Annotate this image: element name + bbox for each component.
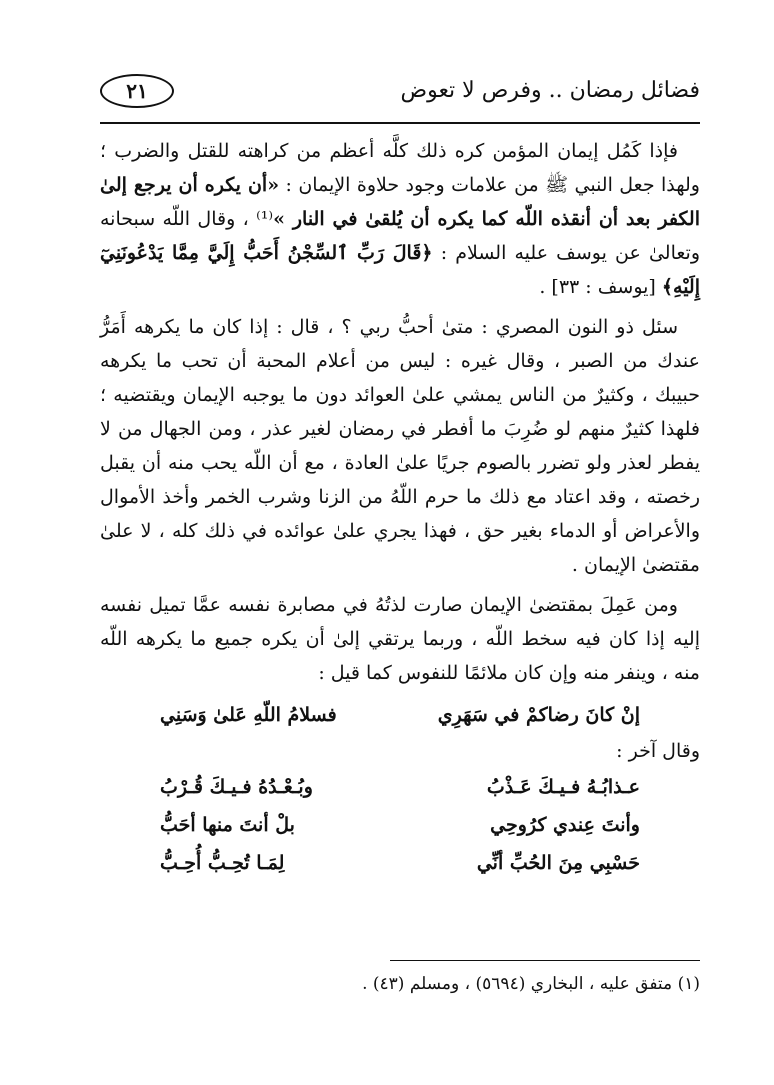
verse-line [100, 806, 700, 844]
verse-line [100, 696, 700, 734]
verse-second-hemistich: فسلامُ اللّهِ عَلىٰ وَسَنِي [160, 704, 337, 726]
footnote-rule [390, 960, 700, 961]
text-segment: [يوسف : ٣٣] . [539, 276, 662, 298]
paragraph [100, 310, 700, 582]
body-text [100, 134, 700, 882]
page-header [100, 70, 700, 120]
running-title: فضائل رمضان .. وفرص لا تعوض [400, 78, 700, 103]
paragraph [100, 588, 700, 690]
verse-intro: وقال آخر : [616, 740, 700, 762]
text-segment: ⁽¹⁾ ، وقال اللّه سبحانه وتعالىٰ عن يوسف عليه السلام : [100, 208, 700, 264]
verse-first-hemistich: إنْ كانَ رضاكمْ في سَهَرِي [437, 704, 640, 726]
page-number: ٢١ [100, 74, 174, 108]
text-segment: ومن عَمِلَ بمقتضىٰ الإيمان صارت لذتُهُ في مصابرة نفسه عمَّا تميل نفسه إليه إذا كان فيه سخط اللّه ، وربما يرتقي إلىٰ أن يكره جميع ما يكرهه اللّه منه ، وينفر منه وإن كان ملائمًا للنفوس كما قيل : [100, 594, 700, 684]
bold-text: «أن يكره أن يرجع إلىٰ الكفر بعد أن أنقذه اللّه كما يكره أن يُلقىٰ في النار » [100, 174, 700, 230]
paragraph [100, 134, 700, 304]
verse-first-hemistich: وأنتَ عِندي كرُوحِي [490, 814, 640, 836]
footnote: (١) متفق عليه ، البخاري (٥٦٩٤) ، ومسلم (٤٣) . [362, 974, 700, 994]
verse-second-hemistich: لِمَـا تُحِـبُّ أُحِـبُّ [160, 852, 285, 874]
verse-second-hemistich: بلْ أنتَ منها أحَبُّ [160, 814, 295, 836]
header-rule [100, 122, 700, 124]
verse-second-hemistich: وبُـعْـدُهُ فـيـكَ قُـرْبُ [160, 776, 313, 798]
verse-line [100, 844, 700, 882]
verse-first-hemistich: حَسْبِي مِنَ الحُبِّ أنِّي [476, 852, 640, 874]
bold-text: ﴿قَالَ رَبِّ ٱلسِّجْنُ أَحَبُّ إِلَيَّ مِمَّا يَدْعُونَنِيٓ إِلَيْهِ﴾ [100, 242, 700, 298]
text-segment: فإذا كَمُل إيمان المؤمن كره ذلك كلَّه أعظم من كراهته للقتل والضرب ؛ ولهذا جعل النبي ﷺ من علامات وجود حلاوة الإيمان : [100, 140, 700, 196]
verse-line [100, 768, 700, 806]
verse-first-hemistich: عـذابُـهُ فـيـكَ عَـذْبُ [486, 776, 640, 798]
text-segment: سئل ذو النون المصري : متىٰ أحبُّ ربي ؟ ، قال : إذا كان ما يكرهه أَمَرُّ عندك من الصبر ، وقال غيره : ليس من أعلام المحبة أن تحب ما يكرهه حبيبك ، وكثيرٌ من الناس يمشي علىٰ العوائد دون ما يوجبه الإيمان ويقتضيه ؛ فلهذا كثيرٌ منهم لو ضُرِبَ ما أفطر في رمضان لغير عذر ، ومن الجهال من لا يفطر لعذر ولو تضرر بالصوم جريًا علىٰ العادة ، مع أن اللّه يحب منه أن يقبل رخصته ، وقد اعتاد مع ذلك ما حرم اللّهُ من الزنا وشرب الخمر وأخذ الأموال والأعراض أو الدماء بغير حق ، فهذا يجري علىٰ عوائده في ذلك كله ، لا علىٰ مقتضىٰ الإيمان . [100, 316, 700, 576]
